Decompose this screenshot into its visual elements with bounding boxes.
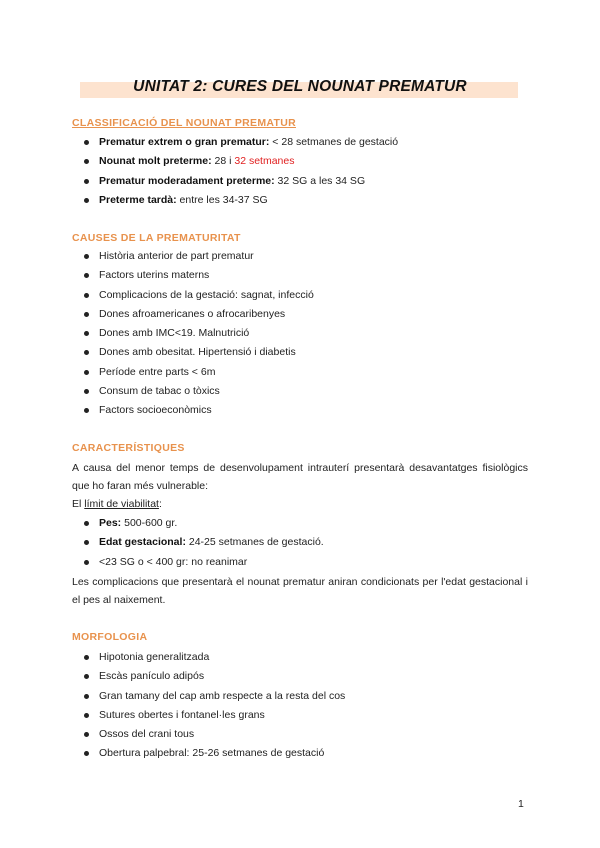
- bullet-icon: [84, 655, 89, 660]
- list-item: [82, 687, 345, 706]
- bullet-icon: [84, 560, 89, 565]
- list-item: [82, 553, 324, 572]
- bullet-icon: [84, 370, 89, 375]
- heading-classificacio: CLASSIFICACIÓ DEL NOUNAT PREMATUR: [72, 117, 296, 129]
- item-text: Sutures obertes i fontanel·les grans: [99, 708, 265, 721]
- item-text: Dones amb IMC<19. Malnutrició: [99, 327, 250, 340]
- list-item: [82, 343, 314, 362]
- limit-term: límit de viabilitat: [84, 498, 159, 510]
- list-item: [82, 706, 345, 725]
- bullet-icon: [84, 674, 89, 679]
- item-text: 500-600 gr.: [121, 517, 178, 529]
- item-text: Gran tamany del cap amb respecte a la resta del cos: [99, 689, 346, 702]
- item-text: < 28 setmanes de gestació: [269, 136, 399, 148]
- list-item: [82, 648, 345, 667]
- limit-prefix: El: [72, 498, 85, 510]
- limit-suffix: :: [158, 498, 162, 510]
- bullet-icon: [84, 408, 89, 413]
- paragraph-outro: Les complicacions que presentarà el nounat prematur aniran condicionats per l'edat gestacional i el pes al naixement.: [72, 576, 528, 606]
- list-item: [82, 363, 314, 382]
- bullet-icon: [84, 713, 89, 718]
- list-item: [82, 133, 398, 152]
- item-text: Complicacions de la gestació: sagnat, infecció: [99, 288, 314, 301]
- paragraph-limit: [72, 495, 528, 513]
- bullet-icon: [84, 732, 89, 737]
- bullet-icon: [84, 179, 89, 184]
- bullet-icon: [84, 389, 89, 394]
- list-causes: [82, 247, 314, 421]
- list-item: [82, 667, 345, 686]
- item-term: Nounat molt preterme:: [99, 155, 212, 168]
- bullet-icon: [84, 751, 89, 756]
- list-item: [82, 266, 314, 285]
- list-item: [82, 286, 314, 305]
- item-text: Dones afroamericanes o afrocaribenyes: [99, 307, 286, 320]
- list-item: [82, 533, 324, 552]
- paragraph-intro: A causa del menor temps de desenvolupament intrauterí presentarà desavantatges fisiològics que ho faran més vulnerable:: [72, 462, 528, 492]
- bullet-icon: [84, 254, 89, 259]
- list-item: [82, 401, 314, 420]
- item-term: Prematur extrem o gran prematur:: [99, 136, 270, 148]
- item-text: entre les 34-37 SG: [176, 193, 268, 206]
- bullet-icon: [84, 293, 89, 298]
- heading-morfologia: MORFOLOGIA: [72, 631, 148, 643]
- item-text: Hipotonia generalitzada: [99, 651, 210, 663]
- list-item: [82, 514, 324, 533]
- item-text: Consum de tabac o tòxics: [99, 385, 220, 398]
- list-item: [82, 152, 398, 171]
- list-item: [82, 305, 314, 324]
- list-classificacio: [82, 133, 398, 210]
- item-term: Pes:: [99, 517, 122, 529]
- item-text: Dones amb obesitat. Hipertensió i diabetis: [99, 346, 296, 359]
- bullet-icon: [84, 540, 89, 545]
- page-number: 1: [518, 798, 524, 810]
- list-item: [82, 725, 345, 744]
- item-text: Escàs panículo adipós: [99, 670, 205, 683]
- item-text: <23 SG o < 400 gr: no reanimar: [99, 555, 248, 568]
- bullet-icon: [84, 331, 89, 336]
- bullet-icon: [84, 694, 89, 699]
- item-text: Factors uterins materns: [99, 269, 210, 282]
- item-text: 32 SG a les 34 SG: [274, 174, 366, 187]
- item-text: Factors socioeconòmics: [99, 404, 212, 417]
- list-item: [82, 382, 314, 401]
- item-text: Ossos del crani tous: [99, 728, 195, 741]
- list-item: [82, 172, 398, 191]
- item-text: Obertura palpebral: 25-26 setmanes de gestació: [99, 747, 325, 760]
- list-item: [82, 744, 345, 763]
- list-item: [82, 247, 314, 266]
- bullet-icon: [84, 521, 89, 526]
- item-text: Període entre parts < 6m: [99, 365, 216, 378]
- bullet-icon: [84, 159, 89, 164]
- page-title: UNITAT 2: CURES DEL NOUNAT PREMATUR: [133, 78, 467, 95]
- list-morfologia: [82, 648, 345, 764]
- list-caracteristiques: [82, 514, 324, 572]
- bullet-icon: [84, 350, 89, 355]
- item-term: Preterme tardà:: [99, 193, 177, 206]
- list-item: [82, 324, 314, 343]
- item-text: 24-25 setmanes de gestació.: [185, 536, 324, 549]
- heading-causes: CAUSES DE LA PREMATURITAT: [72, 232, 241, 244]
- item-text: 28 i: [211, 155, 235, 168]
- bullet-icon: [84, 273, 89, 278]
- item-highlight: 32 setmanes: [234, 155, 295, 168]
- bullet-icon: [84, 198, 89, 203]
- heading-caracteristiques: CARACTERÍSTIQUES: [72, 442, 185, 454]
- item-text: Història anterior de part prematur: [99, 250, 254, 262]
- bullet-icon: [84, 140, 89, 145]
- list-item: [82, 191, 398, 210]
- item-term: Prematur moderadament preterme:: [99, 174, 275, 187]
- bullet-icon: [84, 312, 89, 317]
- item-term: Edat gestacional:: [99, 536, 186, 549]
